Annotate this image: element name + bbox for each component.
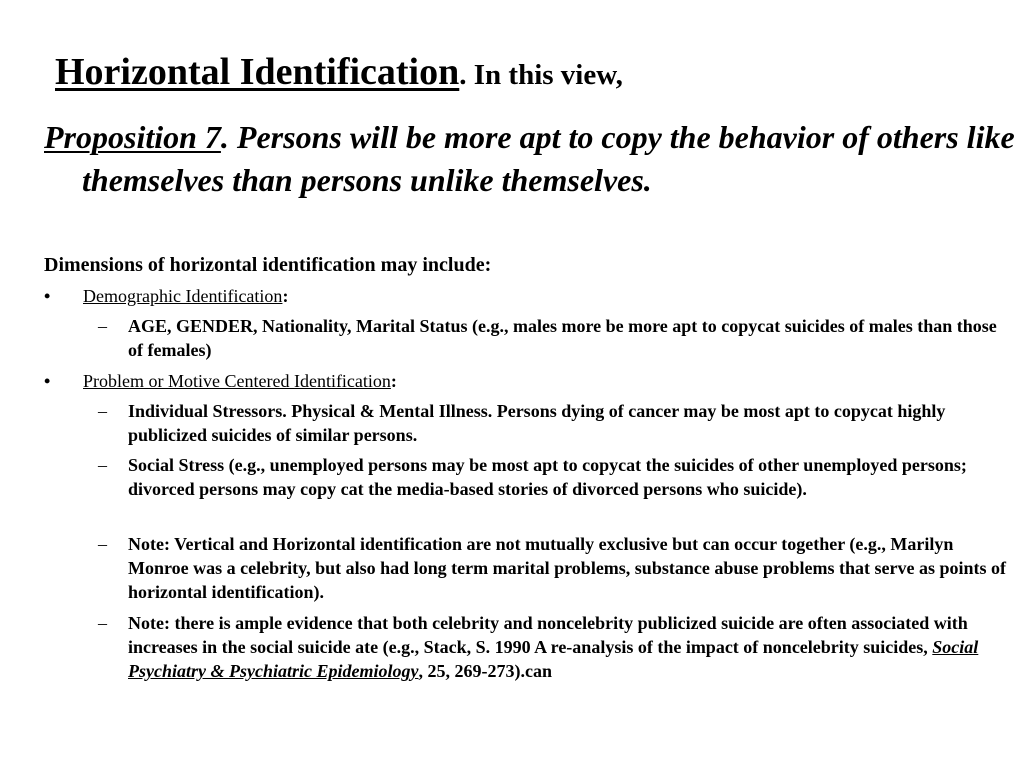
title-rest: . In this view, [459,59,623,91]
proposition-label: Proposition 7 [44,119,221,155]
proposition-text: . Persons will be more apt to copy the behavior of others like themselves than persons unlike themselves. [82,119,1015,198]
list-item-text: Note: Vertical and Horizontal identification are not mutually exclusive but can occur together (e.g., Marilyn Monroe was a celebrity, but also had long term marital problems, substance abuse problems that serve as points of horizontal identification). [128,534,1007,602]
dash-marker: – [98,534,107,554]
list-item [98,399,1008,447]
journal-citation: Social Psychiatry & Psychiatric Epidemiology [128,637,979,681]
dash-marker: – [98,401,107,421]
citation-tail-text: , 25, 269-273).can [418,661,552,681]
list-item [98,532,1008,604]
list-item-text: Social Stress (e.g., unemployed persons may be most apt to copycat the suicides of other unemployed persons; divorced persons may copy cat the media-based stories of divorced persons who suicide). [128,455,967,499]
dash-marker: – [98,455,107,475]
bullet-demographic [44,284,288,308]
proposition-7 [44,116,1024,202]
bullet-suffix: : [390,371,397,391]
list-item [98,453,1008,501]
title-main: Horizontal Identification [55,51,460,93]
dash-marker: – [98,316,107,336]
list-item-text: AGE, GENDER, Nationality, Marital Status (e.g., males more be more apt to copycat suicides of males than those of females) [128,316,997,360]
list-item [98,611,1008,683]
citation-lead-text: Note: there is ample evidence that both celebrity and noncelebrity publicized suicide are often associated with increases in the social suicide ate (e.g., Stack, S. 1990 A re-analysis of the impact of noncelebrity suicides, [128,613,968,657]
list-item-text: Individual Stressors. Physical & Mental Illness. Persons dying of cancer may be most apt to copycat highly publicized suicides of similar persons. [128,401,946,445]
list-item-text [128,611,1008,683]
list-item [98,314,1008,362]
dimensions-intro: Dimensions of horizontal identification may include: [44,254,492,276]
bullet-marker: • [44,371,51,391]
bullet-marker: • [44,286,51,306]
dash-marker: – [98,613,107,633]
bullet-label: Problem or Motive Centered Identification [83,371,391,391]
bullet-suffix: : [282,286,289,306]
bullet-label: Demographic Identification [83,286,283,306]
bullet-problem-motive [44,369,397,393]
slide-title [55,52,623,95]
